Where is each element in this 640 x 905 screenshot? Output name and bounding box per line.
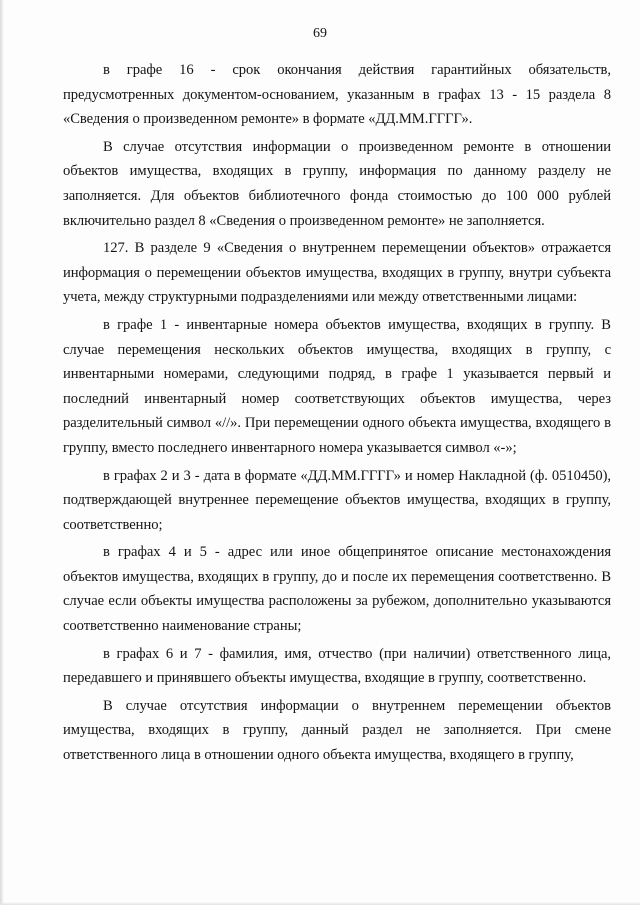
paragraph-no-movement-info: В случае отсутствия информации о внутреннем перемещении объектов имущества, входящих в группу, данный раздел не заполняется. При смене ответственного лица в отношении одного объекта имущества, входящего в группу, <box>63 697 611 764</box>
scan-edge-shadow <box>0 0 4 905</box>
body-text <box>63 58 611 771</box>
paragraph-graphs-6-7: в графах 6 и 7 - фамилия, имя, отчество (при наличии) ответственного лица, передавшего и принявшего объекты имущества, входящие в группу, соответственно. <box>63 645 611 687</box>
paragraph-graphs-4-5: в графах 4 и 5 - адрес или иное общепринятое описание местонахождения объектов имущества, входящих в группу, до и после их перемещения соответственно. В случае если объекты имущества расположены за рубежом, дополнительно указываются соответственно наименование страны; <box>63 544 611 635</box>
paragraph-graph-16: в графе 16 - срок окончания действия гарантийных обязательств, предусмотренных документом-основанием, указанным в графах 13 - 15 раздела 8 «Сведения о произведенном ремонте» в формате «ДД.ММ.ГГГГ». <box>63 62 611 128</box>
paragraph-no-repair-info: В случае отсутствия информации о произведенном ремонте в отношении объектов имущества, входящих в группу, информация по данному разделу не заполняется. Для объектов библиотечного фонда стоимостью до 100 000 рублей включительно раздел 8 «Сведения о произведенном ремонте» не заполняется. <box>63 138 611 229</box>
paragraph-graph-1: в графе 1 - инвентарные номера объектов имущества, входящих в группу. В случае перемещения нескольких объектов имущества, входящих в группу, с инвентарными номерами, следующими подряд, в графе 1 указывается первый и последний инвентарный номер соответствующих объектов имущества, через разделительный символ «//». При перемещении одного объекта имущества, входящего в группу, вместо последнего инвентарного номера указывается символ «-»; <box>63 316 611 456</box>
page-number: 69 <box>313 26 327 41</box>
paragraph-item-127: 127. В разделе 9 «Сведения о внутреннем перемещении объектов» отражается информация о перемещении объектов имущества, входящих в группу, внутри субъекта учета, между структурными подразделениями или между ответственными лицами: <box>63 240 611 306</box>
paragraph-graphs-2-3: в графах 2 и 3 - дата в формате «ДД.ММ.ГГГГ» и номер Накладной (ф. 0510450), подтверждающей внутреннее перемещение объектов имущества, входящих в группу, соответственно; <box>63 467 611 533</box>
